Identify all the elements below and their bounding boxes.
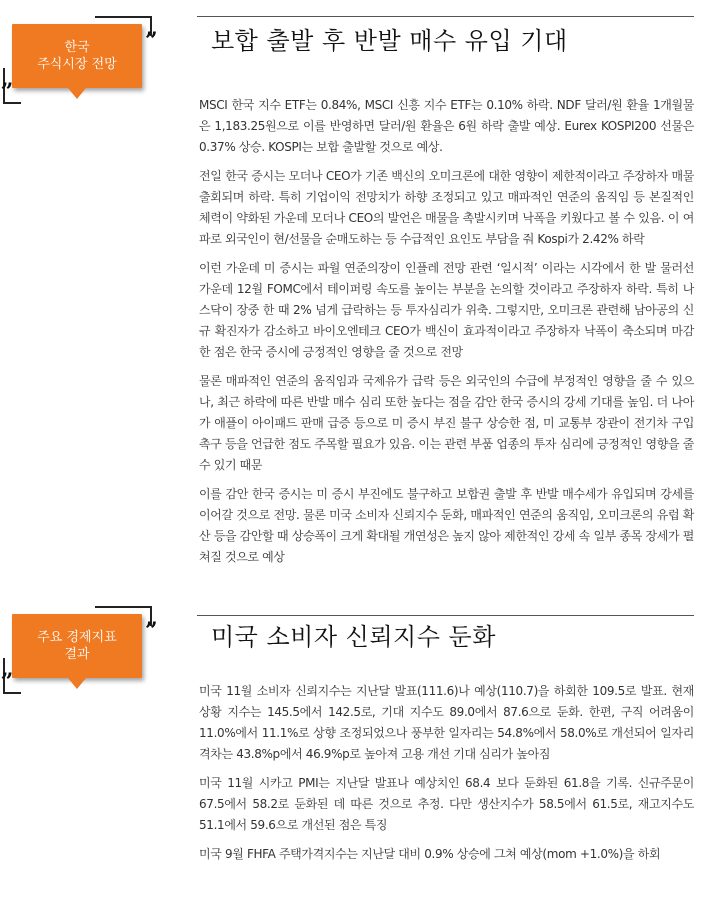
- paragraph: 미국 11월 소비자 신뢰지수는 지난달 발표(111.6)나 예상(110.7)을 하회한 109.5로 발표. 현재 상황 지수는 145.5에서 142.5로, 기대 지수도 89.0에서 87.6으로 둔화. 한편, 구직 어려움이 11.0%에서 11.1%로 상향 조정되었으나 풍부한 일자리는 54.8%에서 58.0%로 개선되어 일자리 격차는 43.8%p에서 46.9%p로 높아져 고용 개선 기대 심리가 높아짐: [199, 684, 694, 761]
- badge-pointer: [68, 678, 86, 689]
- open-quote-icon: „: [1, 66, 14, 92]
- close-quote-icon: ”: [145, 618, 158, 644]
- section-badge: [0, 12, 170, 112]
- badge-label-box: [12, 24, 142, 88]
- badge-line-1: 주요 경제지표: [37, 630, 117, 645]
- paragraph: 물론 매파적인 연준의 움직임과 국제유가 급락 등은 외국인의 수급에 부정적인 영향을 줄 수 있으나, 최근 하락에 따른 반발 매수 심리 또한 높다는 점을 감안 한국 증시의 강세 기대를 높임. 더 나아가 애플이 아이패드 판매 급증 등으로 미 증시 부진 불구 상승한 점, 미 교통부 장관이 전기차 구입 촉구 등을 언급한 점도 주목할 필요가 있음. 이는 관련 부품 업종의 투자 심리에 긍정적인 영향을 줄 수 있기 때문: [199, 374, 694, 472]
- paragraph: 이를 감안 한국 증시는 미 증시 부진에도 불구하고 보합권 출발 후 반발 매수세가 유입되며 강세를 이어갈 것으로 전망. 물론 미국 소비자 신뢰지수 둔화, 매파적인 연준의 움직임, 오미크론의 유럽 확산 등을 감안할 때 상승폭이 크게 확대될 개연성은 높지 않아 제한적인 강세 속 일부 종목 장세가 펼쳐질 것으로 예상: [199, 487, 694, 564]
- paragraph: 미국 9월 FHFA 주택가격지수는 지난달 대비 0.9% 상승에 그쳐 예상(mom +1.0%)을 하회: [199, 847, 661, 861]
- paragraph: MSCI 한국 지수 ETF는 0.84%, MSCI 신흥 지수 ETF는 0.10% 하락. NDF 달러/원 환율 1개월물은 1,183.25원으로 이를 반영하면 달러/원 환율은 6원 하락 출발 예상. Eurex KOSPI200 선물은 0.37% 상승. KOSPI는 보합 출발할 것으로 예상.: [199, 98, 694, 154]
- badge-line-2: 주식시장 전망: [37, 57, 117, 72]
- section-title: 미국 소비자 신뢰지수 둔화: [211, 623, 496, 651]
- badge-label-box: [12, 614, 142, 678]
- paragraph: 이런 가운데 미 증시는 파월 연준의장이 인플레 전망 관련 ‘일시적’ 이라는 시각에서 한 발 물러선 가운데 12월 FOMC에서 테이퍼링 속도를 높이는 부분을 논의할 것이라고 주장하자 하락. 특히 나스닥이 장중 한 때 2% 넘게 급락하는 등 투자심리가 위축. 그렇지만, 오미크론 관련해 남아공의 신규 확진자가 감소하고 바이오엔테크 CEO가 백신이 효과적이라고 주장하자 낙폭이 축소되며 마감 한 점은 한국 증시에 긍정적인 영향을 줄 것으로 전망: [199, 261, 694, 359]
- paragraph: 미국 11월 시카고 PMI는 지난달 발표나 예상치인 68.4 보다 둔화된 61.8을 기록. 신규주문이 67.5에서 58.2로 둔화된 데 따른 것으로 추정. 다만 생산지수가 58.5에서 61.5로, 재고지수도 51.1에서 59.6으로 개선된 점은 특징: [199, 776, 694, 832]
- section-badge: [0, 602, 170, 702]
- section-title: 보합 출발 후 반발 매수 유입 기대: [211, 27, 568, 55]
- badge-line-1: 한국: [64, 40, 90, 55]
- badge-pointer: [68, 88, 86, 99]
- paragraph: 전일 한국 증시는 모더나 CEO가 기존 백신의 오미크론에 대한 영향이 제한적이라고 주장하자 매물 출회되며 하락. 특히 기업이익 전망치가 하향 조정되고 있고 매파적인 연준의 움직임 등 본질적인 체력이 약화된 가운데 모더나 CEO의 발언은 매물을 촉발시키며 낙폭을 키웠다고 볼 수 있음. 이 여파로 외국인이 현/선물을 순매도하는 등 수급적인 요인도 부담을 줘 Kospi가 2.42% 하락: [199, 169, 694, 246]
- close-quote-icon: ”: [145, 28, 158, 54]
- open-quote-icon: „: [1, 656, 14, 682]
- title-rule: [197, 16, 694, 17]
- economic-indicators-section: [0, 596, 721, 906]
- title-rule: [197, 615, 694, 616]
- section-body: [199, 95, 694, 576]
- section-body: [199, 681, 694, 873]
- badge-line-2: 결과: [64, 647, 90, 662]
